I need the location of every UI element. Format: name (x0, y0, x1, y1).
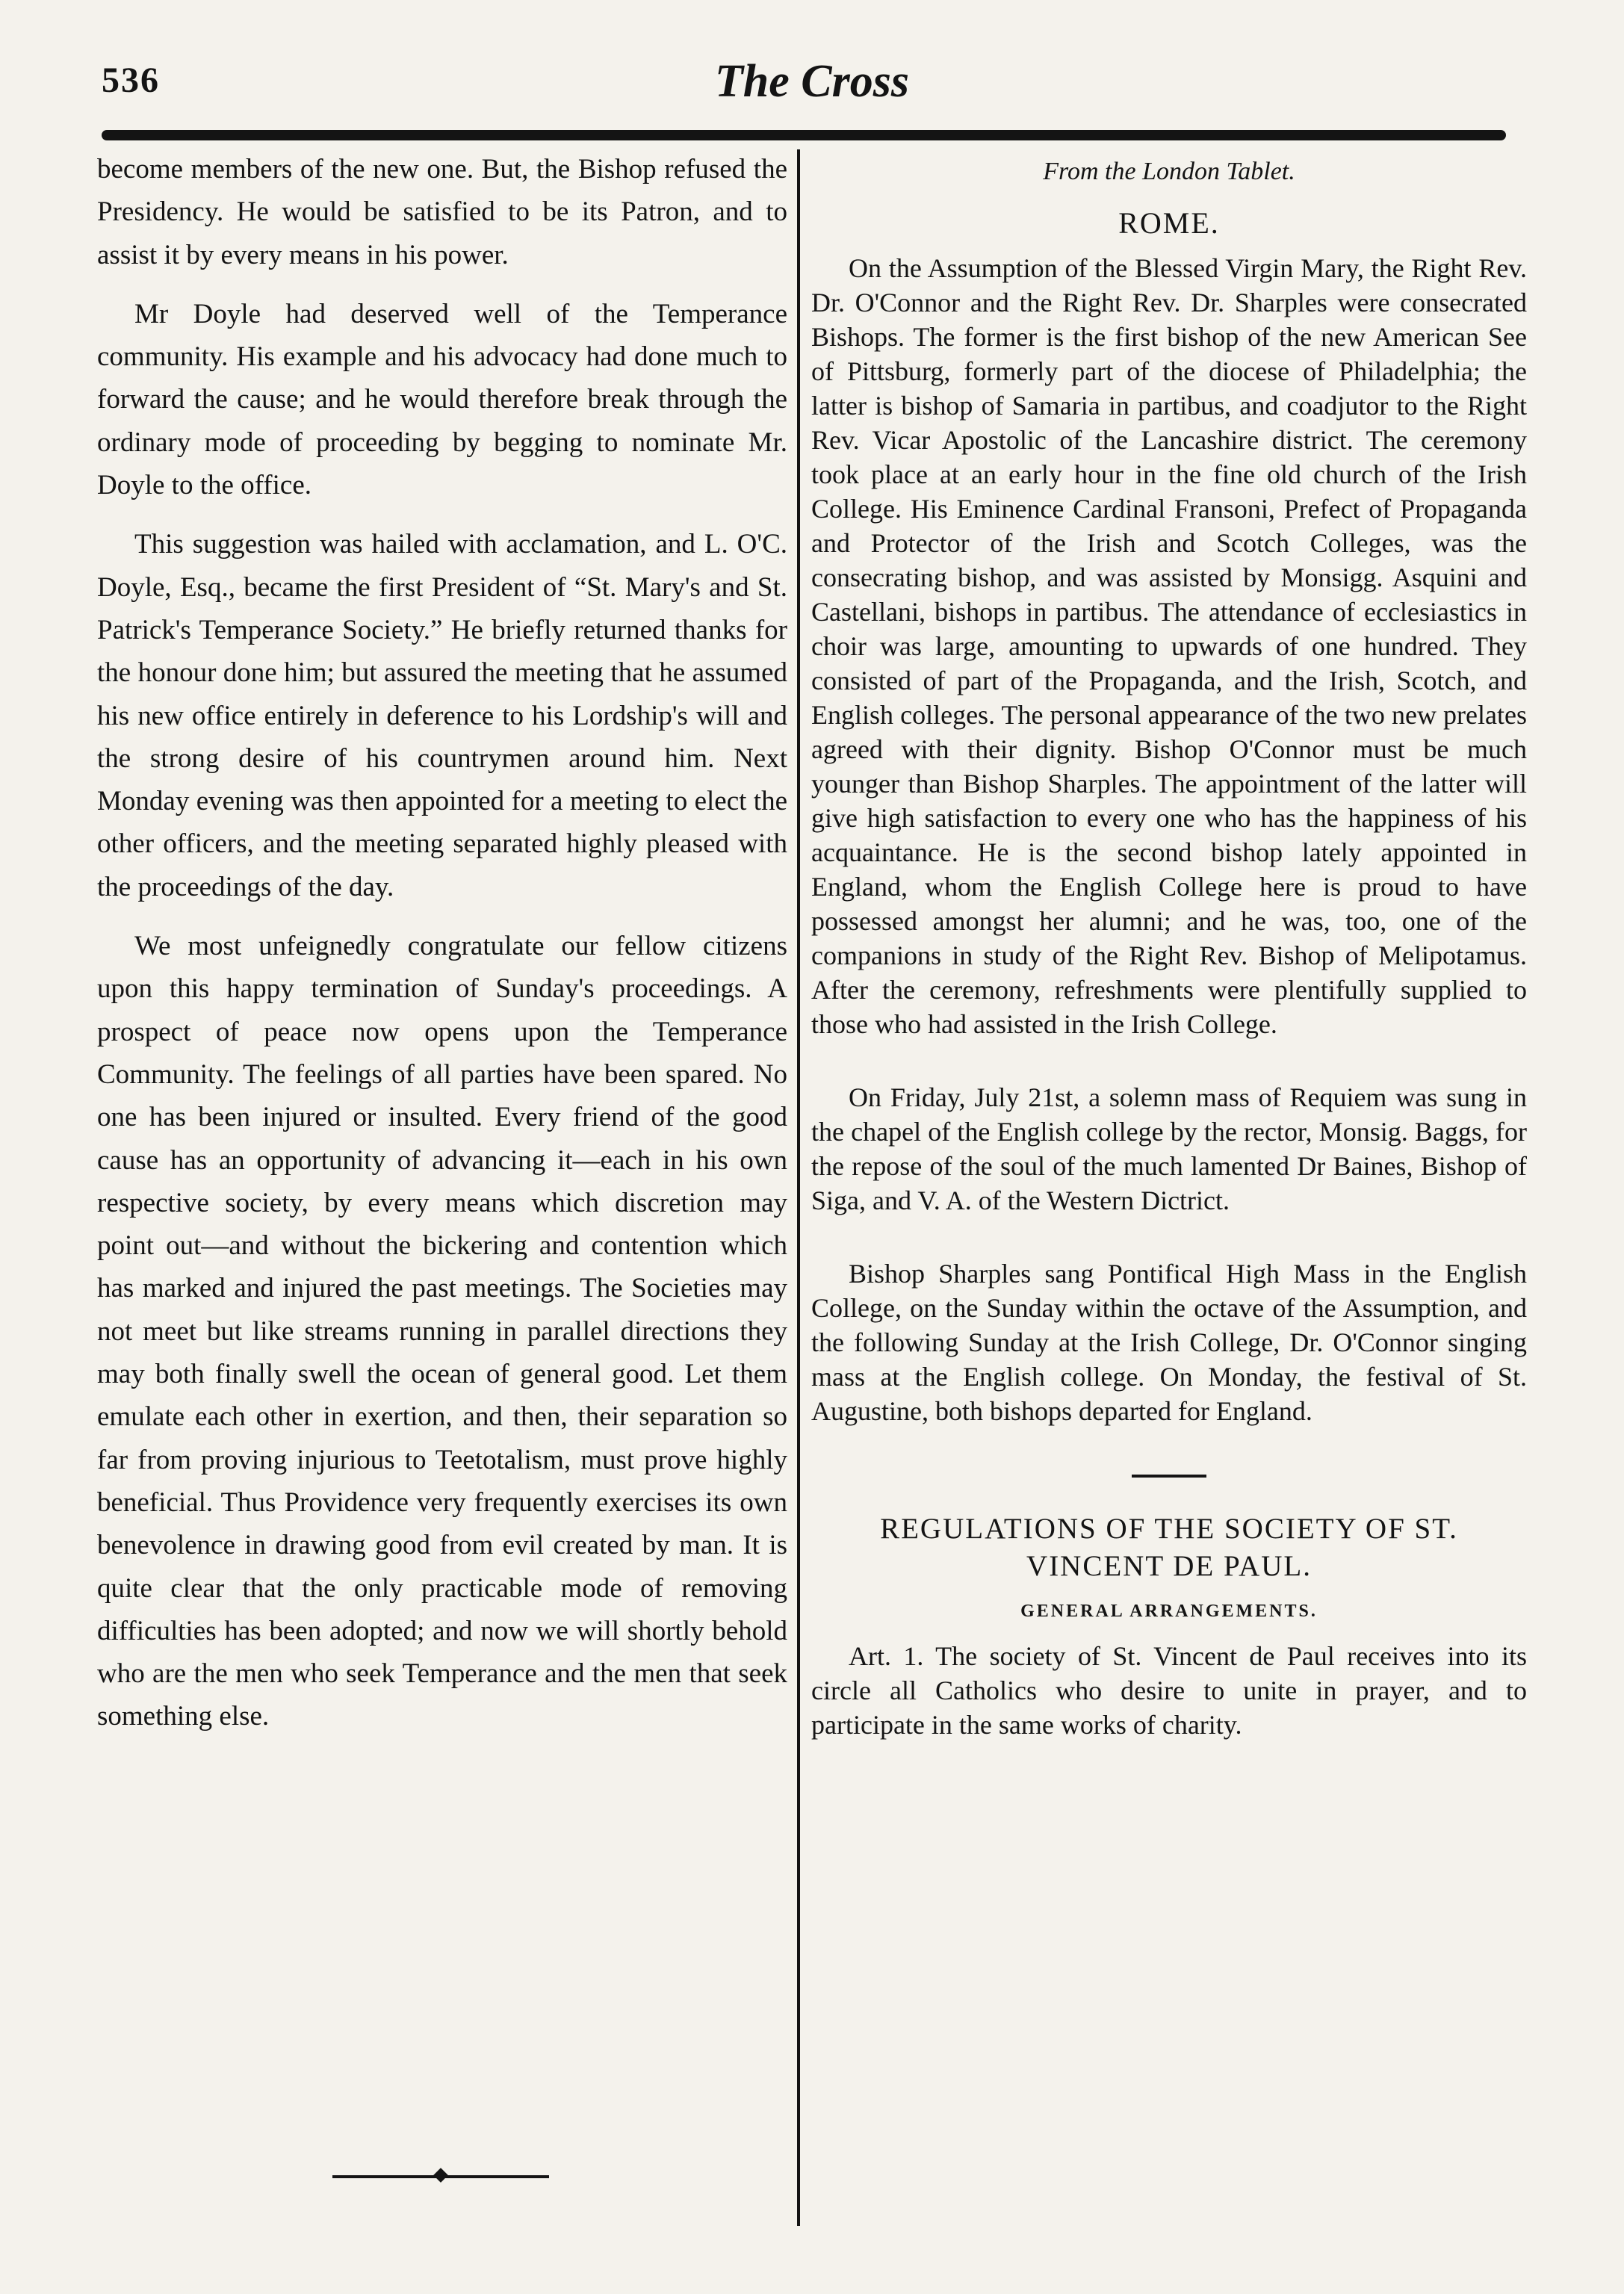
source-line: From the London Tablet. (1043, 158, 1295, 185)
section-title: ROME. (1118, 206, 1220, 240)
article-paragraph: We most unfeignedly congratulate our fellow citizens upon this happy termination of Sunday's proceedings. A prospect of peace now opens upon the Temperance Community. The feelings of all parties have been spared. No one has been injured or insulted. Every friend of the good cause has an opportunity of advancing it—each in his own respective society, by every means which discretion may point out—and without the bickering and contention which has marked and injured the past meetings. The Societies may not meet but like streams running in parallel directions they may both finally swell the ocean of general good. Let them emulate each other in exertion, and then, their separation so far from proving injurious to Teetotalism, must prove highly beneficial. Thus Providence very frequently exercises its own benevolence in drawing good from evil created by man. It is quite clear that the only practicable mode of removing difficulties has been adopted; and now we will shortly behold who are the men who seek Temperance and the men that seek something else. (97, 931, 787, 1732)
article-paragraph: Mr Doyle had deserved well of the Temperance community. His example and his advocacy had done much to forward the cause; and he would therefore break through the ordinary mode of proceeding by begging to nominate Mr. Doyle to the office. (97, 298, 787, 501)
regulations-title: REGULATIONS OF THE SOCIETY OF ST. VINCENT DE PAUL. (880, 1513, 1458, 1582)
masthead-title: The Cross (714, 56, 910, 107)
regulations-subtitle: GENERAL ARRANGEMENTS. (1020, 1602, 1318, 1621)
article-paragraph: Art. 1. The society of St. Vincent de Paul receives into its circle all Catholics who desire to unite in prayer, and to participate in the same works of charity. (811, 1641, 1527, 1740)
page-number: 536 (102, 61, 160, 100)
end-ornament (332, 2175, 549, 2178)
column-divider (797, 149, 800, 2226)
right-column (811, 148, 1527, 1742)
section-rule (1132, 1475, 1206, 1478)
article-paragraph: Bishop Sharples sang Pontifical High Mass in the English College, on the Sunday within the octave of the Assumption, and the following Sunday at the Irish College, Dr. O'Connor singing mass at the English college. On Monday, the festival of St. Augustine, both bishops departed for England. (811, 1259, 1527, 1426)
article-paragraph: On Friday, July 21st, a solemn mass of Requiem was sung in the chapel of the English college by the rector, Monsig. Baggs, for the repose of the soul of the much lamented Dr Baines, Bishop of Siga, and V. A. of the Western Dictrict. (811, 1082, 1527, 1215)
article-paragraph: become members of the new one. But, the Bishop refused the Presidency. He would be satisfied to be its Patron, and to assist it by every means in his power. (97, 154, 787, 270)
article-paragraph: On the Assumption of the Blessed Virgin Mary, the Right Rev. Dr. O'Connor and the Right Rev. Dr. Sharples were consecrated Bishops. The former is the first bishop of the new American See of Pittsburg, formerly part of the diocese of Philadelphia; the latter is bishop of Samaria in partibus, and coadjutor to the Right Rev. Vicar Apostolic of the Lancashire district. The ceremony took place at an early hour in the fine old church of the Irish College. His Eminence Cardinal Fransoni, Prefect of Propaganda and Protector of the Irish and Scotch Colleges, was the consecrating bishop, and was assisted by Monsigg. Asquini and Castellani, bishops in partibus. The attendance of ecclesiastics in choir was large, amounting to upwards of one hundred. They consisted of part of the Propaganda, and the Irish, Scotch, and English colleges. The personal appearance of the two new prelates agreed with their dignity. Bishop O'Connor must be much younger than Bishop Sharples. The appointment of the latter will give high satisfaction to every one who has the happiness of his acquaintance. He is the second bishop lately appointed in England, whom the English College here is proud to have possessed amongst her alumni; and he was, too, one of the companions in study of the Right Rev. Bishop of Melipotamus. After the ceremony, refreshments were plentifully supplied to those who had assisted in the Irish College. (811, 253, 1527, 1039)
top-rule (102, 130, 1506, 140)
article-paragraph: This suggestion was hailed with acclamation, and L. O'C. Doyle, Esq., became the first President of “St. Mary's and St. Patrick's Temperance Society.” He briefly returned thanks for the honour done him; but assured the meeting that he assumed his new office entirely in deference to his Lordship's will and the strong desire of his countrymen around him. Next Monday evening was then appointed for a meeting to elect the other officers, and the meeting separated highly pleased with the proceedings of the day. (97, 529, 787, 902)
left-column (97, 148, 787, 1738)
